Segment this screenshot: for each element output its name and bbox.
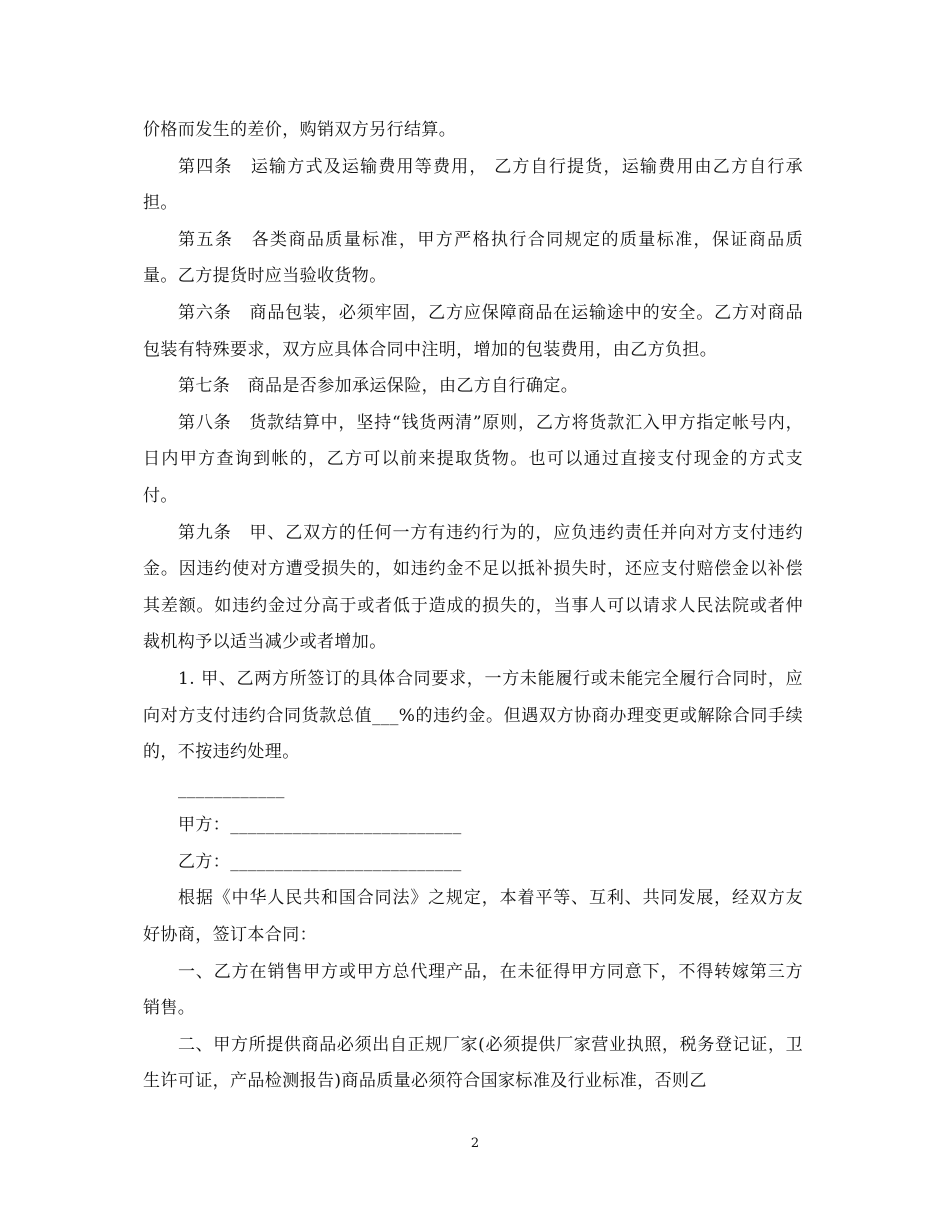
paragraph-price-difference: 价格而发生的差价，购销双方另行结算。 xyxy=(143,120,457,140)
party-a-signature-line: 甲方：__________________________ xyxy=(178,815,462,836)
separator-line: ____________ xyxy=(178,778,285,799)
paragraph-article-6: 第六条 商品包装，必须牢固，乙方应保障商品在运输途中的安全。乙方对商品包装有特殊要求，双方应具体合同中注明，增加的包装费用，由乙方负担。 xyxy=(143,302,803,360)
paragraph-article-9: 第九条 甲、乙双方的任何一方有违约行为的，应负违约责任并向对方支付违约金。因违约使对方遭受损失的，如违约金不足以抵补损失时，还应支付赔偿金以补偿其差额。如违约金过分高于或者低于造成的损失的，当事人可以请求人民法院或者仲裁机构予以适当减少或者增加。 xyxy=(143,522,803,653)
paragraph-article-4: 第四条 运输方式及运输费用等费用， 乙方自行提货，运输费用由乙方自行承担。 xyxy=(143,156,803,214)
paragraph-article-5: 第五条 各类商品质量标准，甲方严格执行合同规定的质量标准，保证商品质量。乙方提货时应当验收货物。 xyxy=(143,229,803,287)
paragraph-article-8: 第八条 货款结算中，坚持“钱货两清”原则，乙方将货款汇入甲方指定帐号内， 日内甲方查询到帐的，乙方可以前来提取货物。也可以通过直接支付现金的方式支付。 xyxy=(143,412,803,506)
party-b-signature-line: 乙方：__________________________ xyxy=(178,851,462,872)
paragraph-contract-law-basis: 根据《中华人民共和国合同法》之规定，本着平等、互利、共同发展，经双方友好协商，签订本合同： xyxy=(143,888,803,946)
paragraph-clause-1: 1. 甲、乙两方所签订的具体合同要求，一方未能履行或未能完全履行合同时，应向对方支付违约合同货款总值___%的违约金。但遇双方协商办理变更或解除合同手续的，不按违约处理。 xyxy=(143,668,803,763)
paragraph-item-1: 一、乙方在销售甲方或甲方总代理产品，在未征得甲方同意下，不得转嫁第三方销售。 xyxy=(143,961,803,1019)
paragraph-item-2: 二、甲方所提供商品必须出自正规厂家(必须提供厂家营业执照，税务登记证，卫生许可证，产品检测报告)商品质量必须符合国家标准及行业标准，否则乙 xyxy=(143,1034,803,1092)
document-body xyxy=(143,112,803,1100)
paragraph-article-7: 第七条 商品是否参加承运保险，由乙方自行确定。 xyxy=(178,376,579,397)
page-number: 2 xyxy=(470,1136,480,1151)
